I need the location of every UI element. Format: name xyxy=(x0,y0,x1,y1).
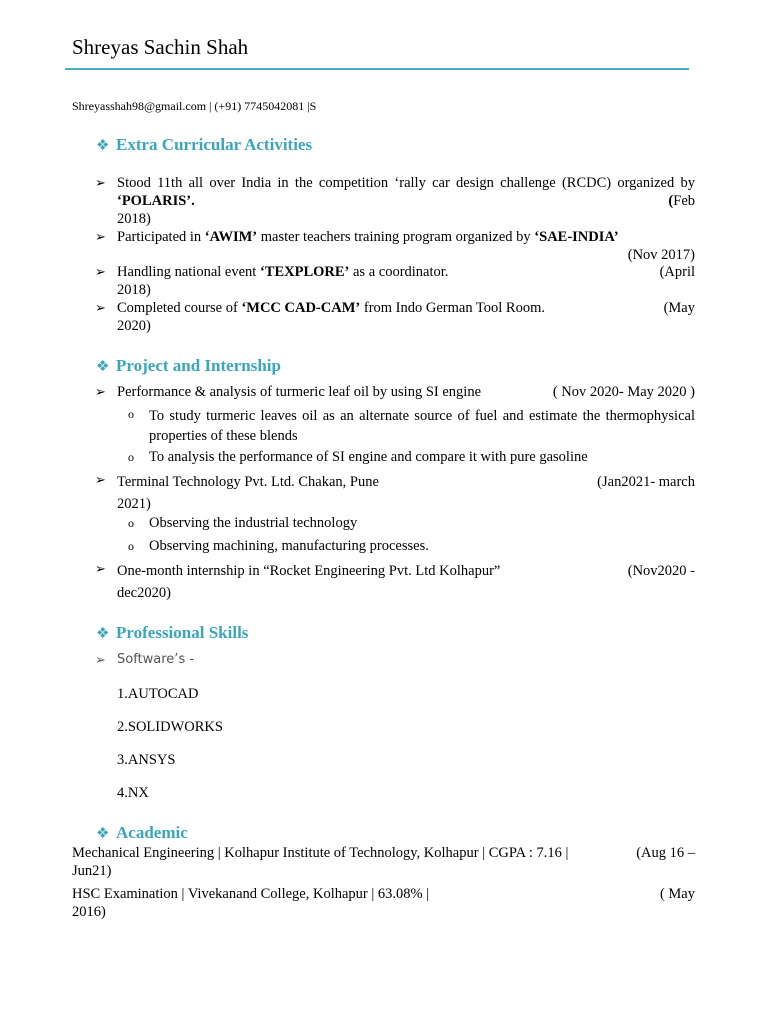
arrow-bullet-icon: ➢ xyxy=(95,229,106,244)
activity-bold: ‘POLARIS’. xyxy=(117,193,195,209)
sub-bullet-icon: o xyxy=(128,516,134,530)
section-title: Extra Curricular Activities xyxy=(116,135,313,154)
candidate-name: Shreyas Sachin Shah xyxy=(72,35,249,59)
activity-text: Completed course of xyxy=(117,300,242,316)
activity-item xyxy=(117,174,695,228)
diamond-bullet-icon: ❖ xyxy=(96,626,110,642)
academic-date: (Aug 16 – xyxy=(636,845,695,861)
project-subitem: To study turmeric leaves oil as an alternate source of fuel and estimate the thermophysical xyxy=(149,408,695,424)
project-text: Terminal Technology Pvt. Ltd. Chakan, Pune xyxy=(117,474,379,490)
activity-bold: ‘TEXPLORE’ xyxy=(259,264,350,280)
activity-text: Participated in xyxy=(117,229,205,245)
skill-item: 3.ANSYS xyxy=(117,752,176,768)
section-title: Project and Internship xyxy=(116,356,281,375)
diamond-bullet-icon: ❖ xyxy=(96,138,110,154)
academic-date-cont: Jun21) xyxy=(72,863,112,879)
activity-item xyxy=(117,228,695,264)
section-professional-skills xyxy=(96,622,248,645)
project-subitem: Observing the industrial technology xyxy=(149,515,358,531)
project-date: (Jan2021- march xyxy=(597,474,695,490)
arrow-bullet-icon: ➢ xyxy=(95,652,106,667)
software-label: Software’s - xyxy=(117,652,195,667)
activity-bold: ‘AWIM’ xyxy=(204,229,258,245)
project-date: ( Nov 2020- May 2020 ) xyxy=(552,384,695,400)
project-date: (Nov2020 - xyxy=(627,563,695,579)
activity-date: Feb xyxy=(673,193,695,209)
activity-text: master teachers training program organized by xyxy=(257,229,535,245)
section-academic xyxy=(96,822,188,845)
activity-bold: ‘SAE-INDIA’ xyxy=(534,229,619,245)
activity-date-cont: 2020) xyxy=(117,318,151,334)
project-date-cont: 2021) xyxy=(117,496,151,512)
academic-text: Mechanical Engineering | Kolhapur Institute of Technology, Kolhapur | CGPA : 7.16 | xyxy=(72,845,569,861)
contact-line: Shreyasshah98@gmail.com | (+91) 7745042081 |S xyxy=(72,99,317,113)
section-title: Academic xyxy=(116,823,188,842)
academic-row xyxy=(72,885,695,921)
academic-text: HSC Examination | Vivekanand College, Kolhapur | 63.08% | xyxy=(72,886,430,902)
project-text: Performance & analysis of turmeric leaf oil by using SI engine xyxy=(117,384,482,400)
project-subitem: properties of these blends xyxy=(149,428,298,444)
arrow-bullet-icon: ➢ xyxy=(95,300,106,315)
header-divider xyxy=(65,68,689,70)
arrow-bullet-icon: ➢ xyxy=(95,264,106,279)
activity-bold: ‘MCC CAD-CAM’ xyxy=(241,300,361,316)
academic-date: ( May xyxy=(659,886,695,902)
arrow-bullet-icon: ➢ xyxy=(95,561,106,576)
arrow-bullet-icon: ➢ xyxy=(95,472,106,487)
diamond-bullet-icon: ❖ xyxy=(96,826,110,842)
project-subitem: To analysis the performance of SI engine and compare it with pure gasoline xyxy=(149,449,588,465)
activity-date: (May xyxy=(663,300,695,316)
academic-row xyxy=(72,844,695,880)
section-extra-curricular xyxy=(96,134,312,157)
diamond-bullet-icon: ❖ xyxy=(96,359,110,375)
section-title: Professional Skills xyxy=(116,623,249,642)
academic-date-cont: 2016) xyxy=(72,904,106,920)
section-project-internship xyxy=(96,355,281,378)
activity-date: (April xyxy=(659,264,695,280)
project-item xyxy=(117,383,695,401)
activity-text: Stood 11th all over India in the competition ‘rally car design challenge (RCDC) organized by xyxy=(117,175,695,191)
project-text: One-month internship in “Rocket Engineering Pvt. Ltd Kolhapur” xyxy=(117,563,501,579)
activity-text: Handling national event xyxy=(117,264,260,280)
activity-date-cont: 2018) xyxy=(117,282,151,298)
skill-item: 4.NX xyxy=(117,785,149,801)
activity-text: as a coordinator. xyxy=(349,264,449,280)
project-subitem: Observing machining, manufacturing processes. xyxy=(149,538,429,554)
arrow-bullet-icon: ➢ xyxy=(95,384,106,399)
activity-item xyxy=(117,263,695,299)
project-item xyxy=(117,471,695,515)
activity-date: (Nov 2017) xyxy=(627,247,695,263)
activity-item xyxy=(117,299,695,335)
activity-date-cont: 2018) xyxy=(117,211,151,227)
sub-bullet-icon: o xyxy=(128,407,134,421)
project-date-cont: dec2020) xyxy=(117,585,171,601)
skill-item: 2.SOLIDWORKS xyxy=(117,719,223,735)
activity-text: from Indo German Tool Room. xyxy=(360,300,546,316)
sub-bullet-icon: o xyxy=(128,450,134,464)
arrow-bullet-icon: ➢ xyxy=(95,175,106,190)
skill-item: 1.AUTOCAD xyxy=(117,686,199,702)
sub-bullet-icon: o xyxy=(128,539,134,553)
project-item xyxy=(117,560,695,604)
date-paren: ( xyxy=(668,193,674,209)
